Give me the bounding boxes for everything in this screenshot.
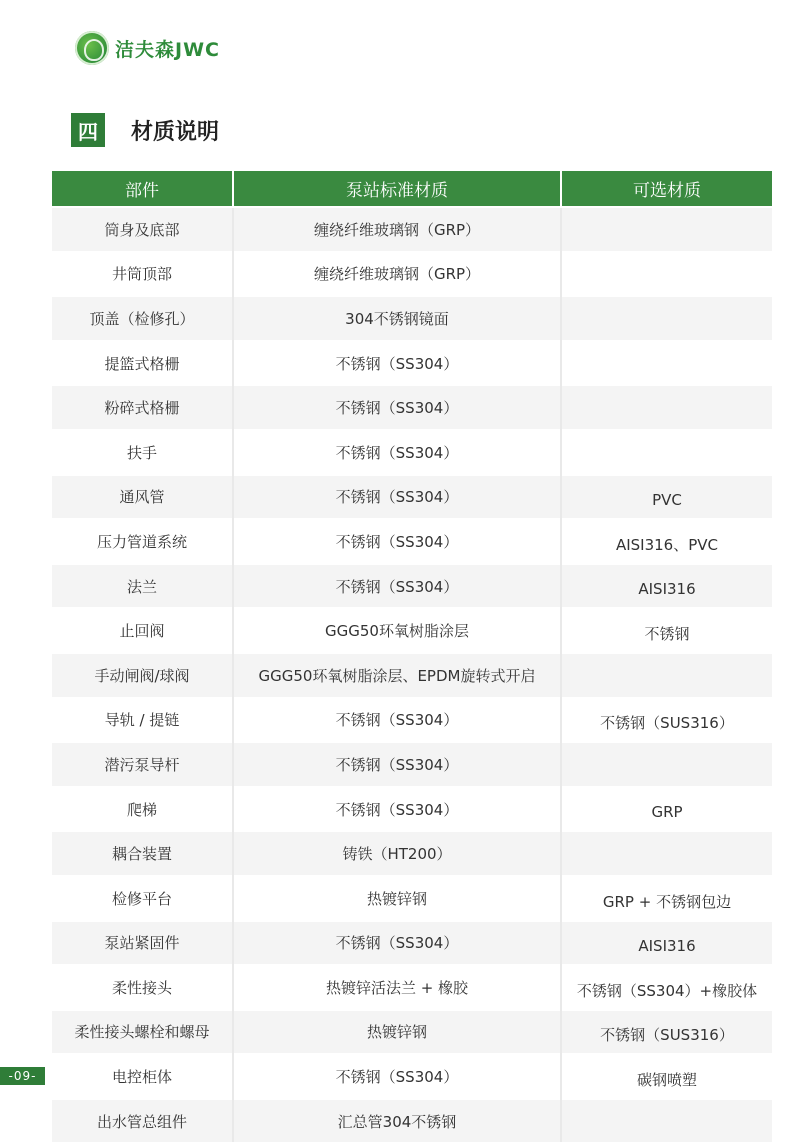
cell-standard-material: 不锈钢（SS304） xyxy=(233,341,561,386)
cell-part: 扶手 xyxy=(52,430,233,475)
table-row xyxy=(52,430,772,475)
table-row xyxy=(52,1099,772,1142)
section-number: 四 xyxy=(71,113,105,147)
table-row xyxy=(52,519,772,564)
materials-table xyxy=(52,171,772,1142)
cell-optional-material: GRP + 不锈钢包边 xyxy=(561,876,772,921)
cell-standard-material: 不锈钢（SS304） xyxy=(233,742,561,787)
cell-standard-material: GGG50环氧树脂涂层、EPDM旋转式开启 xyxy=(233,653,561,698)
table-row xyxy=(52,1054,772,1099)
cell-optional-material: PVC xyxy=(561,475,772,520)
cell-part: 检修平台 xyxy=(52,876,233,921)
cell-standard-material: 铸铁（HT200） xyxy=(233,831,561,876)
cell-standard-material: 不锈钢（SS304） xyxy=(233,1054,561,1099)
table-row xyxy=(52,296,772,341)
brand-logo xyxy=(75,30,220,66)
table-row xyxy=(52,608,772,653)
table-row xyxy=(52,207,772,252)
table-row xyxy=(52,742,772,787)
cell-part: 导轨 / 提链 xyxy=(52,698,233,743)
cell-part: 柔性接头 xyxy=(52,965,233,1010)
cell-standard-material: 不锈钢（SS304） xyxy=(233,564,561,609)
cell-optional-material: AISI316、PVC xyxy=(561,519,772,564)
cell-part: 手动闸阀/球阀 xyxy=(52,653,233,698)
cell-part: 法兰 xyxy=(52,564,233,609)
cell-optional-material xyxy=(561,430,772,475)
cell-optional-material xyxy=(561,341,772,386)
cell-part: 出水管总组件 xyxy=(52,1099,233,1142)
cell-part: 潜污泵导杆 xyxy=(52,742,233,787)
cell-standard-material: 热镀锌钢 xyxy=(233,1010,561,1055)
table-row xyxy=(52,698,772,743)
header-standard-material: 泵站标准材质 xyxy=(233,171,561,207)
cell-standard-material: 不锈钢（SS304） xyxy=(233,698,561,743)
cell-optional-material xyxy=(561,252,772,297)
section-heading xyxy=(71,112,219,148)
cell-standard-material: 不锈钢（SS304） xyxy=(233,519,561,564)
cell-standard-material: 不锈钢（SS304） xyxy=(233,787,561,832)
table-row xyxy=(52,653,772,698)
cell-optional-material: GRP xyxy=(561,787,772,832)
table-row xyxy=(52,787,772,832)
cell-optional-material xyxy=(561,653,772,698)
cell-standard-material: 热镀锌活法兰 + 橡胶 xyxy=(233,965,561,1010)
cell-optional-material: 不锈钢（SUS316） xyxy=(561,1010,772,1055)
cell-standard-material: 缠绕纤维玻璃钢（GRP） xyxy=(233,252,561,297)
cell-optional-material xyxy=(561,296,772,341)
cell-part: 耦合装置 xyxy=(52,831,233,876)
cell-optional-material: AISI316 xyxy=(561,921,772,966)
table-row xyxy=(52,252,772,297)
table-row xyxy=(52,876,772,921)
cell-standard-material: GGG50环氧树脂涂层 xyxy=(233,608,561,653)
section-title: 材质说明 xyxy=(131,119,220,145)
cell-optional-material: AISI316 xyxy=(561,564,772,609)
cell-part: 通风管 xyxy=(52,475,233,520)
page-number: -09- xyxy=(0,1067,45,1085)
brand-name: 洁夫森JWC xyxy=(115,38,220,61)
cell-part: 压力管道系统 xyxy=(52,519,233,564)
cell-part: 止回阀 xyxy=(52,608,233,653)
cell-standard-material: 不锈钢（SS304） xyxy=(233,475,561,520)
cell-part: 提篮式格栅 xyxy=(52,341,233,386)
table-row xyxy=(52,831,772,876)
cell-standard-material: 不锈钢（SS304） xyxy=(233,430,561,475)
cell-standard-material: 不锈钢（SS304） xyxy=(233,921,561,966)
cell-standard-material: 不锈钢（SS304） xyxy=(233,385,561,430)
table-row xyxy=(52,965,772,1010)
cell-optional-material xyxy=(561,1099,772,1142)
cell-standard-material: 304不锈钢镜面 xyxy=(233,296,561,341)
cell-optional-material xyxy=(561,831,772,876)
cell-part: 电控柜体 xyxy=(52,1054,233,1099)
cell-optional-material xyxy=(561,207,772,252)
cell-standard-material: 缠绕纤维玻璃钢（GRP） xyxy=(233,207,561,252)
cell-part: 筒身及底部 xyxy=(52,207,233,252)
table-header-row xyxy=(52,171,772,207)
table-row xyxy=(52,1010,772,1055)
cell-part: 井筒顶部 xyxy=(52,252,233,297)
table-row xyxy=(52,475,772,520)
cell-optional-material: 碳钢喷塑 xyxy=(561,1054,772,1099)
cell-standard-material: 汇总管304不锈钢 xyxy=(233,1099,561,1142)
cell-optional-material xyxy=(561,742,772,787)
table-row xyxy=(52,341,772,386)
table-row xyxy=(52,564,772,609)
cell-part: 爬梯 xyxy=(52,787,233,832)
cell-optional-material: 不锈钢（SS304）+橡胶体 xyxy=(561,965,772,1010)
cell-optional-material xyxy=(561,385,772,430)
cell-part: 柔性接头螺栓和螺母 xyxy=(52,1010,233,1055)
header-optional-material: 可选材质 xyxy=(561,171,772,207)
table-row xyxy=(52,921,772,966)
cell-part: 粉碎式格栅 xyxy=(52,385,233,430)
cell-part: 顶盖（检修孔） xyxy=(52,296,233,341)
cell-optional-material: 不锈钢 xyxy=(561,608,772,653)
header-part: 部件 xyxy=(52,171,233,207)
jwc-logo-icon xyxy=(75,31,109,65)
cell-standard-material: 热镀锌钢 xyxy=(233,876,561,921)
cell-part: 泵站紧固件 xyxy=(52,921,233,966)
cell-optional-material: 不锈钢（SUS316） xyxy=(561,698,772,743)
table-row xyxy=(52,385,772,430)
